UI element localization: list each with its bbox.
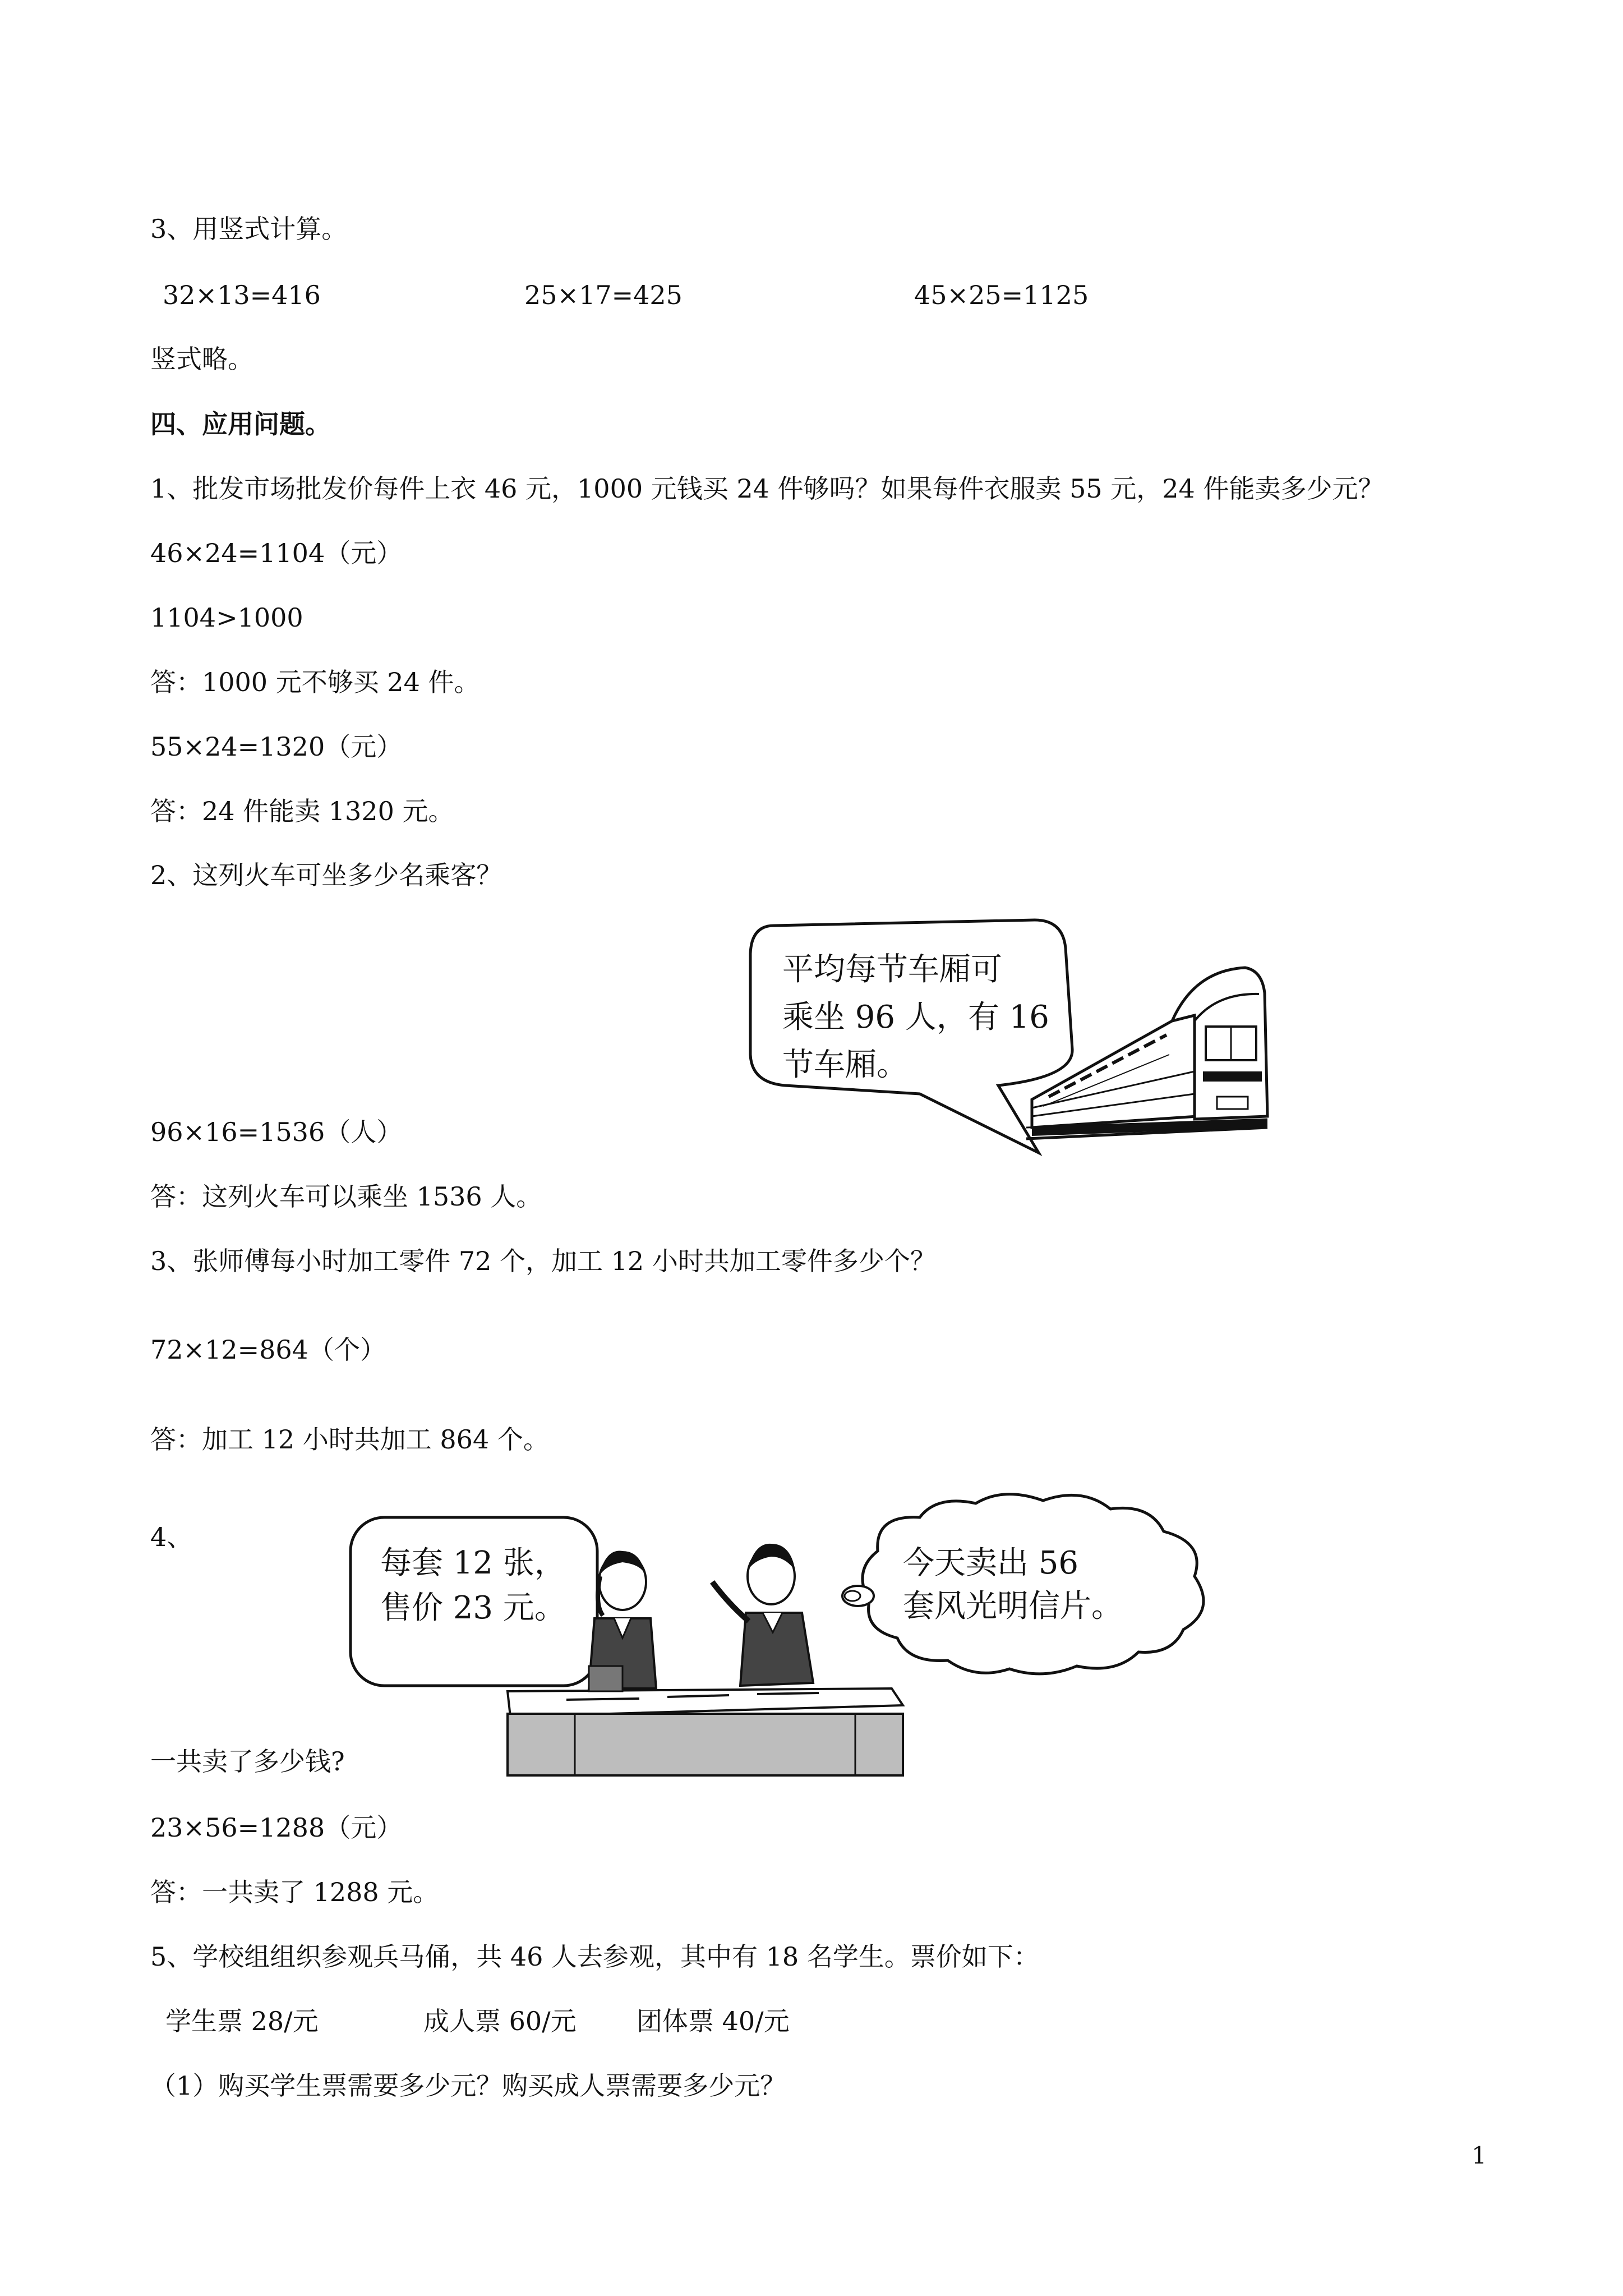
train-bubble-line1: 平均每节车厢可 bbox=[782, 951, 1002, 988]
q4-question: 一共卖了多少钱? bbox=[150, 1746, 345, 1777]
q1-line5: 答：24 件能卖 1320 元。 bbox=[150, 796, 454, 826]
train-bubble-line3: 节车厢。 bbox=[782, 1047, 908, 1083]
q4-right-bubble-line1: 今天卖出 56 bbox=[903, 1545, 1079, 1581]
q2-question: 2、这列火车可坐多少名乘客？ bbox=[150, 860, 502, 890]
q4-number: 4、 bbox=[150, 1522, 193, 1552]
q4-line2: 答：一共卖了 1288 元。 bbox=[150, 1877, 439, 1907]
calc-2: 25×17=425 bbox=[524, 280, 683, 310]
price-student: 学生票 28/元 bbox=[165, 2006, 319, 2036]
q1-line4: 55×24=1320（元） bbox=[150, 731, 403, 762]
q2-line2: 答：这列火车可以乘坐 1536 人。 bbox=[150, 1181, 542, 1212]
q1-line1: 46×24=1104（元） bbox=[150, 538, 403, 568]
vertical-omitted-note: 竖式略。 bbox=[150, 344, 253, 374]
q4-right-bubble-line2: 套风光明信片。 bbox=[903, 1588, 1123, 1625]
q5-sub1: （1）购买学生票需要多少元？购买成人票需要多少元？ bbox=[150, 2070, 786, 2101]
q1-question: 1、批发市场批发价每件上衣 46 元，1000 元钱买 24 件够吗？如果每件衣服卖 55 元，24 件能卖多少元？ bbox=[150, 473, 1384, 504]
calc-3: 45×25=1125 bbox=[914, 280, 1089, 310]
q1-line3: 答：1000 元不够买 24 件。 bbox=[150, 667, 480, 697]
price-adult: 成人票 60/元 bbox=[423, 2006, 577, 2036]
q1-line2: 1104>1000 bbox=[150, 602, 303, 633]
page-number: 1 bbox=[1472, 2142, 1487, 2169]
q3-line1: 72×12=864（个） bbox=[150, 1335, 386, 1365]
train-bubble-line2: 乘坐 96 人，有 16 bbox=[782, 999, 1049, 1036]
q4-line1: 23×56=1288（元） bbox=[150, 1812, 403, 1843]
section-title: 四、应用问题。 bbox=[150, 409, 331, 439]
q4-left-bubble-line2: 售价 23 元。 bbox=[380, 1590, 566, 1626]
part3-heading: 3、用竖式计算。 bbox=[150, 214, 348, 244]
q4-left-bubble-line1: 每套 12 张， bbox=[380, 1545, 566, 1581]
q3-question: 3、张师傅每小时加工零件 72 个，加工 12 小时共加工零件多少个？ bbox=[150, 1246, 936, 1276]
q2-line1: 96×16=1536（人） bbox=[150, 1117, 403, 1147]
q5-question: 5、学校组组织参观兵马俑，共 46 人去参观，其中有 18 名学生。票价如下： bbox=[150, 1941, 1039, 1972]
price-group: 团体票 40/元 bbox=[637, 2006, 790, 2036]
calc-1: 32×13=416 bbox=[163, 280, 321, 310]
q3-line2: 答：加工 12 小时共加工 864 个。 bbox=[150, 1424, 549, 1455]
